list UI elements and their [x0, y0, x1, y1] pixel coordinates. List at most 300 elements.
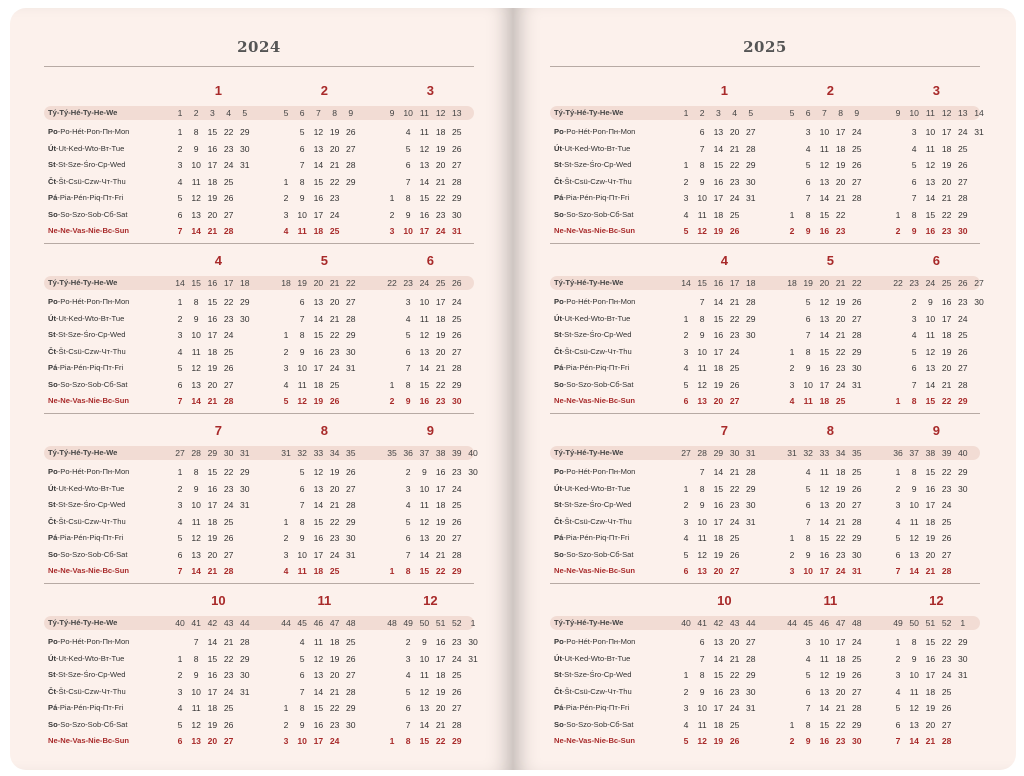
day-number: 15	[419, 379, 430, 390]
day-number: 23	[729, 500, 740, 510]
day-number: 16	[713, 330, 724, 340]
day-number: 24	[941, 670, 952, 680]
week-number-row	[44, 106, 474, 120]
day-number: 1	[895, 637, 901, 647]
day-number: 17	[941, 127, 952, 137]
day-number: 8	[911, 467, 917, 477]
day-number: 18	[925, 516, 936, 527]
day-number: 3	[177, 500, 183, 510]
day-number: 3	[805, 127, 811, 137]
weekday-label: St-St-Sze-Śro-Ср-Wed	[48, 500, 126, 509]
day-number: 26	[941, 533, 952, 543]
day-number: 20	[925, 719, 936, 730]
day-row	[550, 465, 980, 479]
day-number: 14	[191, 226, 201, 236]
weekday-label: Čt-Št-Csü-Czw-Чт-Thu	[48, 686, 126, 696]
week-number: 12	[941, 108, 952, 118]
day-number: 31	[346, 549, 356, 560]
week-number: 40	[958, 448, 968, 458]
day-number: 20	[435, 160, 446, 170]
day-number: 24	[835, 379, 846, 390]
day-number: 17	[713, 346, 724, 357]
weekday-label: So-So-Szo-Sob-Сб-Sat	[554, 379, 634, 389]
weekday-label: So-So-Szo-Sob-Сб-Sat	[48, 549, 128, 559]
day-number: 29	[240, 297, 250, 307]
day-number: 11	[697, 719, 707, 730]
day-number: 2	[177, 483, 183, 494]
day-number: 10	[803, 379, 813, 390]
day-number: 27	[941, 719, 952, 730]
week-label: Tý-Tý-Hé-Ty-He-We	[48, 448, 118, 457]
day-number: 3	[805, 637, 811, 647]
day-number: 1	[177, 127, 183, 137]
week-number: 28	[191, 448, 201, 458]
day-number: 3	[895, 670, 901, 680]
day-number: 12	[819, 160, 830, 170]
week-number: 32	[803, 448, 813, 458]
day-row	[550, 718, 980, 732]
day-number: 27	[223, 549, 234, 560]
divider	[44, 413, 474, 414]
day-number: 24	[329, 209, 340, 220]
week-number: 34	[835, 448, 846, 458]
day-number: 22	[729, 670, 740, 680]
week-number: 22	[346, 278, 356, 288]
weekday-label: Pá-Pia-Pén-Piq-Пт-Fri	[554, 533, 630, 542]
day-number: 23	[329, 533, 340, 543]
day-row	[44, 345, 474, 359]
day-number: 28	[346, 500, 356, 510]
day-number: 10	[697, 193, 707, 203]
day-number: 7	[405, 549, 411, 560]
day-number: 10	[419, 483, 430, 494]
day-number: 29	[746, 313, 756, 324]
day-row	[44, 361, 474, 375]
day-number: 4	[683, 209, 689, 220]
day-number: 17	[313, 363, 324, 373]
day-number: 5	[177, 719, 183, 730]
day-number: 5	[683, 549, 689, 560]
weekday-label: So-So-Szo-Sob-Сб-Sat	[48, 209, 128, 219]
day-number: 7	[177, 226, 183, 236]
day-number: 17	[435, 297, 446, 307]
week-number: 29	[713, 448, 724, 458]
day-number: 25	[223, 176, 234, 187]
week-number: 40	[175, 618, 185, 628]
day-number: 6	[177, 736, 183, 746]
week-number: 31	[240, 448, 250, 458]
day-number: 6	[911, 363, 917, 373]
day-number: 15	[207, 297, 218, 307]
day-number: 26	[452, 143, 462, 154]
week-number: 39	[452, 448, 462, 458]
day-number: 19	[435, 686, 446, 697]
day-number: 12	[697, 736, 707, 746]
day-row	[550, 394, 980, 408]
month-number: 9	[426, 423, 434, 438]
day-number: 13	[713, 637, 724, 647]
month-number: 7	[214, 423, 222, 438]
day-number: 4	[895, 686, 901, 697]
day-row	[550, 125, 984, 139]
day-number: 8	[193, 127, 199, 137]
day-number: 31	[746, 193, 756, 203]
day-number: 16	[419, 209, 430, 220]
day-number: 20	[835, 176, 846, 187]
day-number: 14	[925, 193, 936, 203]
day-number: 26	[729, 226, 740, 236]
day-number: 4	[283, 226, 289, 236]
day-number: 16	[435, 467, 446, 477]
day-number: 7	[177, 396, 183, 406]
month-number: 9	[932, 423, 940, 438]
day-number: 26	[958, 346, 968, 357]
week-number: 15	[697, 278, 707, 288]
day-number: 6	[683, 566, 689, 576]
day-number: 12	[419, 686, 430, 697]
day-number: 29	[346, 330, 356, 340]
day-number: 7	[405, 176, 411, 187]
day-number: 29	[452, 566, 462, 576]
quarter-block	[44, 423, 478, 583]
day-number: 1	[283, 330, 289, 340]
day-number: 7	[405, 719, 411, 730]
week-number: 44	[281, 618, 291, 628]
week-number: 49	[893, 618, 903, 628]
day-row	[550, 515, 980, 529]
day-number: 28	[941, 566, 952, 576]
day-number: 7	[805, 516, 811, 527]
week-number: 17	[729, 278, 740, 288]
week-number: 3	[210, 108, 215, 118]
day-number: 17	[835, 637, 846, 647]
day-row	[44, 564, 474, 578]
day-number: 4	[895, 516, 901, 527]
day-number: 2	[283, 719, 289, 730]
day-number: 5	[805, 670, 811, 680]
day-number: 17	[207, 686, 218, 697]
day-number: 1	[895, 209, 901, 220]
day-number: 27	[852, 313, 862, 324]
day-number: 18	[713, 209, 724, 220]
week-number: 13	[452, 108, 462, 118]
day-number: 20	[941, 176, 952, 187]
day-number: 23	[435, 209, 446, 220]
weekday-label: Čt-Št-Csü-Czw-Чт-Thu	[48, 516, 126, 526]
day-number: 15	[207, 127, 218, 137]
weekday-label: Út-Ut-Ked-Wto-Вт-Tue	[48, 653, 125, 663]
weekday-label: Út-Ut-Ked-Wto-Вт-Tue	[48, 143, 125, 153]
divider	[550, 66, 980, 67]
weekday-label: Pá-Pia-Pén-Piq-Пт-Fri	[554, 193, 630, 202]
day-number: 22	[329, 703, 340, 713]
day-number: 10	[803, 566, 813, 576]
day-number: 29	[852, 533, 862, 543]
weekday-label: Út-Ut-Ked-Wto-Вт-Tue	[48, 483, 125, 493]
day-number: 29	[746, 670, 756, 680]
day-row	[44, 635, 478, 649]
day-number: 16	[313, 719, 324, 730]
day-number: 31	[746, 516, 756, 527]
day-number: 28	[223, 396, 234, 406]
day-number: 2	[405, 637, 411, 647]
week-number: 51	[435, 618, 446, 628]
day-number: 10	[297, 549, 307, 560]
week-number: 37	[419, 448, 430, 458]
day-number: 23	[452, 467, 462, 477]
day-row	[550, 635, 980, 649]
day-number: 21	[435, 549, 446, 560]
day-number: 1	[683, 670, 689, 680]
weekday-label: Pá-Pia-Pén-Piq-Пт-Fri	[48, 533, 124, 542]
day-number: 14	[419, 549, 430, 560]
day-number: 5	[805, 483, 811, 494]
day-number: 16	[207, 313, 218, 324]
day-number: 17	[819, 379, 830, 390]
day-number: 11	[419, 670, 429, 680]
day-number: 13	[819, 176, 830, 187]
day-number: 16	[819, 226, 830, 236]
day-number: 26	[852, 483, 862, 494]
day-number: 11	[297, 379, 307, 390]
month-numbers	[550, 593, 980, 611]
day-number: 29	[746, 160, 756, 170]
day-number: 3	[177, 330, 183, 340]
day-number: 12	[819, 483, 830, 494]
week-number: 21	[329, 278, 340, 288]
day-number: 24	[852, 127, 862, 137]
day-number: 16	[313, 193, 324, 203]
day-number: 26	[223, 533, 234, 543]
week-number: 14	[681, 278, 691, 288]
day-number: 9	[699, 330, 705, 340]
divider	[550, 243, 980, 244]
day-number: 9	[405, 209, 411, 220]
day-number: 27	[852, 176, 862, 187]
day-number: 7	[299, 686, 305, 697]
weekday-label: St-St-Sze-Śro-Ср-Wed	[48, 330, 126, 339]
day-number: 6	[405, 346, 411, 357]
week-number: 6	[299, 108, 305, 118]
day-number: 25	[852, 653, 862, 664]
day-number: 29	[452, 736, 462, 746]
day-number: 25	[941, 516, 952, 527]
week-number: 18	[746, 278, 756, 288]
day-number: 1	[683, 313, 689, 324]
day-number: 11	[925, 330, 935, 340]
weekday-label: Čt-Št-Csü-Czw-Чт-Thu	[554, 346, 632, 356]
day-number: 20	[835, 500, 846, 510]
day-number: 28	[746, 143, 756, 154]
day-number: 1	[683, 483, 689, 494]
day-number: 16	[313, 346, 324, 357]
day-number: 4	[405, 127, 411, 137]
day-number: 20	[329, 297, 340, 307]
day-row	[550, 208, 980, 222]
day-number: 15	[713, 483, 724, 494]
day-number: 23	[435, 396, 446, 406]
day-number: 14	[713, 467, 724, 477]
day-row	[550, 295, 984, 309]
day-number: 3	[683, 516, 689, 527]
day-number: 3	[177, 160, 183, 170]
day-number: 26	[852, 297, 862, 307]
week-number: 33	[313, 448, 324, 458]
day-number: 20	[207, 209, 218, 220]
day-number: 21	[941, 379, 952, 390]
day-number: 20	[207, 549, 218, 560]
day-number: 29	[346, 703, 356, 713]
day-row	[44, 158, 474, 172]
day-number: 30	[958, 483, 968, 494]
day-row	[550, 668, 980, 682]
day-number: 11	[803, 396, 813, 406]
day-number: 18	[925, 686, 936, 697]
day-number: 10	[403, 226, 413, 236]
day-number: 25	[223, 516, 234, 527]
day-number: 23	[223, 670, 234, 680]
week-number: 25	[435, 278, 446, 288]
day-number: 25	[223, 346, 234, 357]
day-number: 14	[713, 143, 724, 154]
day-number: 30	[240, 670, 250, 680]
day-row	[550, 224, 980, 238]
day-number: 3	[389, 226, 395, 236]
day-number: 28	[941, 736, 952, 746]
day-number: 26	[223, 719, 234, 730]
day-number: 27	[223, 736, 234, 746]
week-number: 36	[403, 448, 413, 458]
day-number: 13	[313, 297, 324, 307]
day-number: 12	[819, 670, 830, 680]
day-number: 24	[223, 686, 234, 697]
day-number: 26	[852, 160, 862, 170]
day-number: 26	[729, 379, 740, 390]
day-row	[550, 378, 980, 392]
day-number: 11	[819, 143, 829, 154]
month-number: 10	[717, 593, 732, 608]
day-number: 12	[419, 330, 430, 340]
day-row	[550, 482, 980, 496]
day-number: 20	[329, 143, 340, 154]
day-number: 22	[729, 483, 740, 494]
week-number: 7	[822, 108, 827, 118]
day-number: 26	[346, 467, 356, 477]
day-number: 11	[697, 209, 707, 220]
day-number: 26	[329, 396, 340, 406]
week-number: 43	[729, 618, 740, 628]
day-number: 10	[419, 653, 430, 664]
week-number: 22	[387, 278, 397, 288]
day-number: 30	[852, 736, 862, 746]
day-number: 8	[405, 736, 411, 746]
day-number: 6	[805, 500, 811, 510]
day-number: 17	[419, 226, 430, 236]
day-row	[550, 652, 980, 666]
day-number: 24	[958, 127, 968, 137]
day-number: 18	[207, 346, 218, 357]
day-number: 20	[435, 533, 446, 543]
day-number: 21	[729, 653, 740, 664]
day-number: 21	[835, 703, 846, 713]
day-row	[550, 685, 980, 699]
day-number: 21	[207, 566, 218, 576]
week-number: 10	[909, 108, 919, 118]
day-number: 27	[852, 686, 862, 697]
day-number: 14	[819, 193, 830, 203]
day-number: 2	[177, 670, 183, 680]
day-number: 8	[699, 670, 705, 680]
week-number: 48	[852, 618, 862, 628]
day-row	[550, 328, 980, 342]
day-row	[44, 175, 474, 189]
page-left	[10, 8, 513, 770]
weekday-label: Pá-Pia-Pén-Piq-Пт-Fri	[554, 703, 630, 712]
day-number: 19	[713, 226, 724, 236]
day-row	[550, 142, 980, 156]
day-row	[550, 312, 980, 326]
day-number: 27	[852, 500, 862, 510]
day-number: 18	[713, 533, 724, 543]
day-row	[44, 734, 474, 748]
day-number: 23	[223, 313, 234, 324]
day-number: 22	[223, 127, 234, 137]
week-number: 40	[468, 448, 478, 458]
day-row	[550, 158, 980, 172]
day-number: 5	[895, 533, 901, 543]
day-number: 28	[346, 686, 356, 697]
day-number: 17	[313, 549, 324, 560]
day-number: 1	[789, 209, 795, 220]
day-number: 22	[941, 209, 952, 220]
day-number: 28	[958, 379, 968, 390]
day-number: 19	[941, 346, 952, 357]
week-number: 1	[177, 108, 183, 118]
weekday-label: St-St-Sze-Śro-Ср-Wed	[554, 670, 632, 679]
day-number: 13	[909, 719, 919, 730]
day-number: 19	[329, 467, 340, 477]
month-number: 2	[826, 83, 834, 98]
week-number: 29	[207, 448, 218, 458]
day-number: 4	[805, 653, 811, 664]
day-number: 17	[835, 127, 846, 137]
day-number: 20	[435, 703, 446, 713]
day-row	[44, 652, 478, 666]
day-number: 28	[452, 176, 462, 187]
day-number: 9	[299, 719, 305, 730]
day-number: 13	[419, 160, 430, 170]
week-number: 7	[316, 108, 321, 118]
week-number: 41	[191, 618, 201, 628]
week-number: 35	[387, 448, 397, 458]
day-number: 24	[329, 549, 340, 560]
day-number: 17	[925, 670, 936, 680]
day-row	[550, 191, 980, 205]
day-number: 15	[419, 566, 430, 576]
week-number: 50	[909, 618, 919, 628]
day-number: 3	[683, 193, 689, 203]
day-number: 3	[789, 379, 795, 390]
day-number: 19	[435, 516, 446, 527]
day-number: 26	[852, 670, 862, 680]
day-number: 26	[452, 516, 462, 527]
day-number: 18	[313, 379, 324, 390]
week-number: 32	[297, 448, 307, 458]
day-number: 31	[852, 566, 862, 576]
week-number: 30	[223, 448, 234, 458]
day-number: 16	[313, 533, 324, 543]
day-number: 17	[313, 209, 324, 220]
